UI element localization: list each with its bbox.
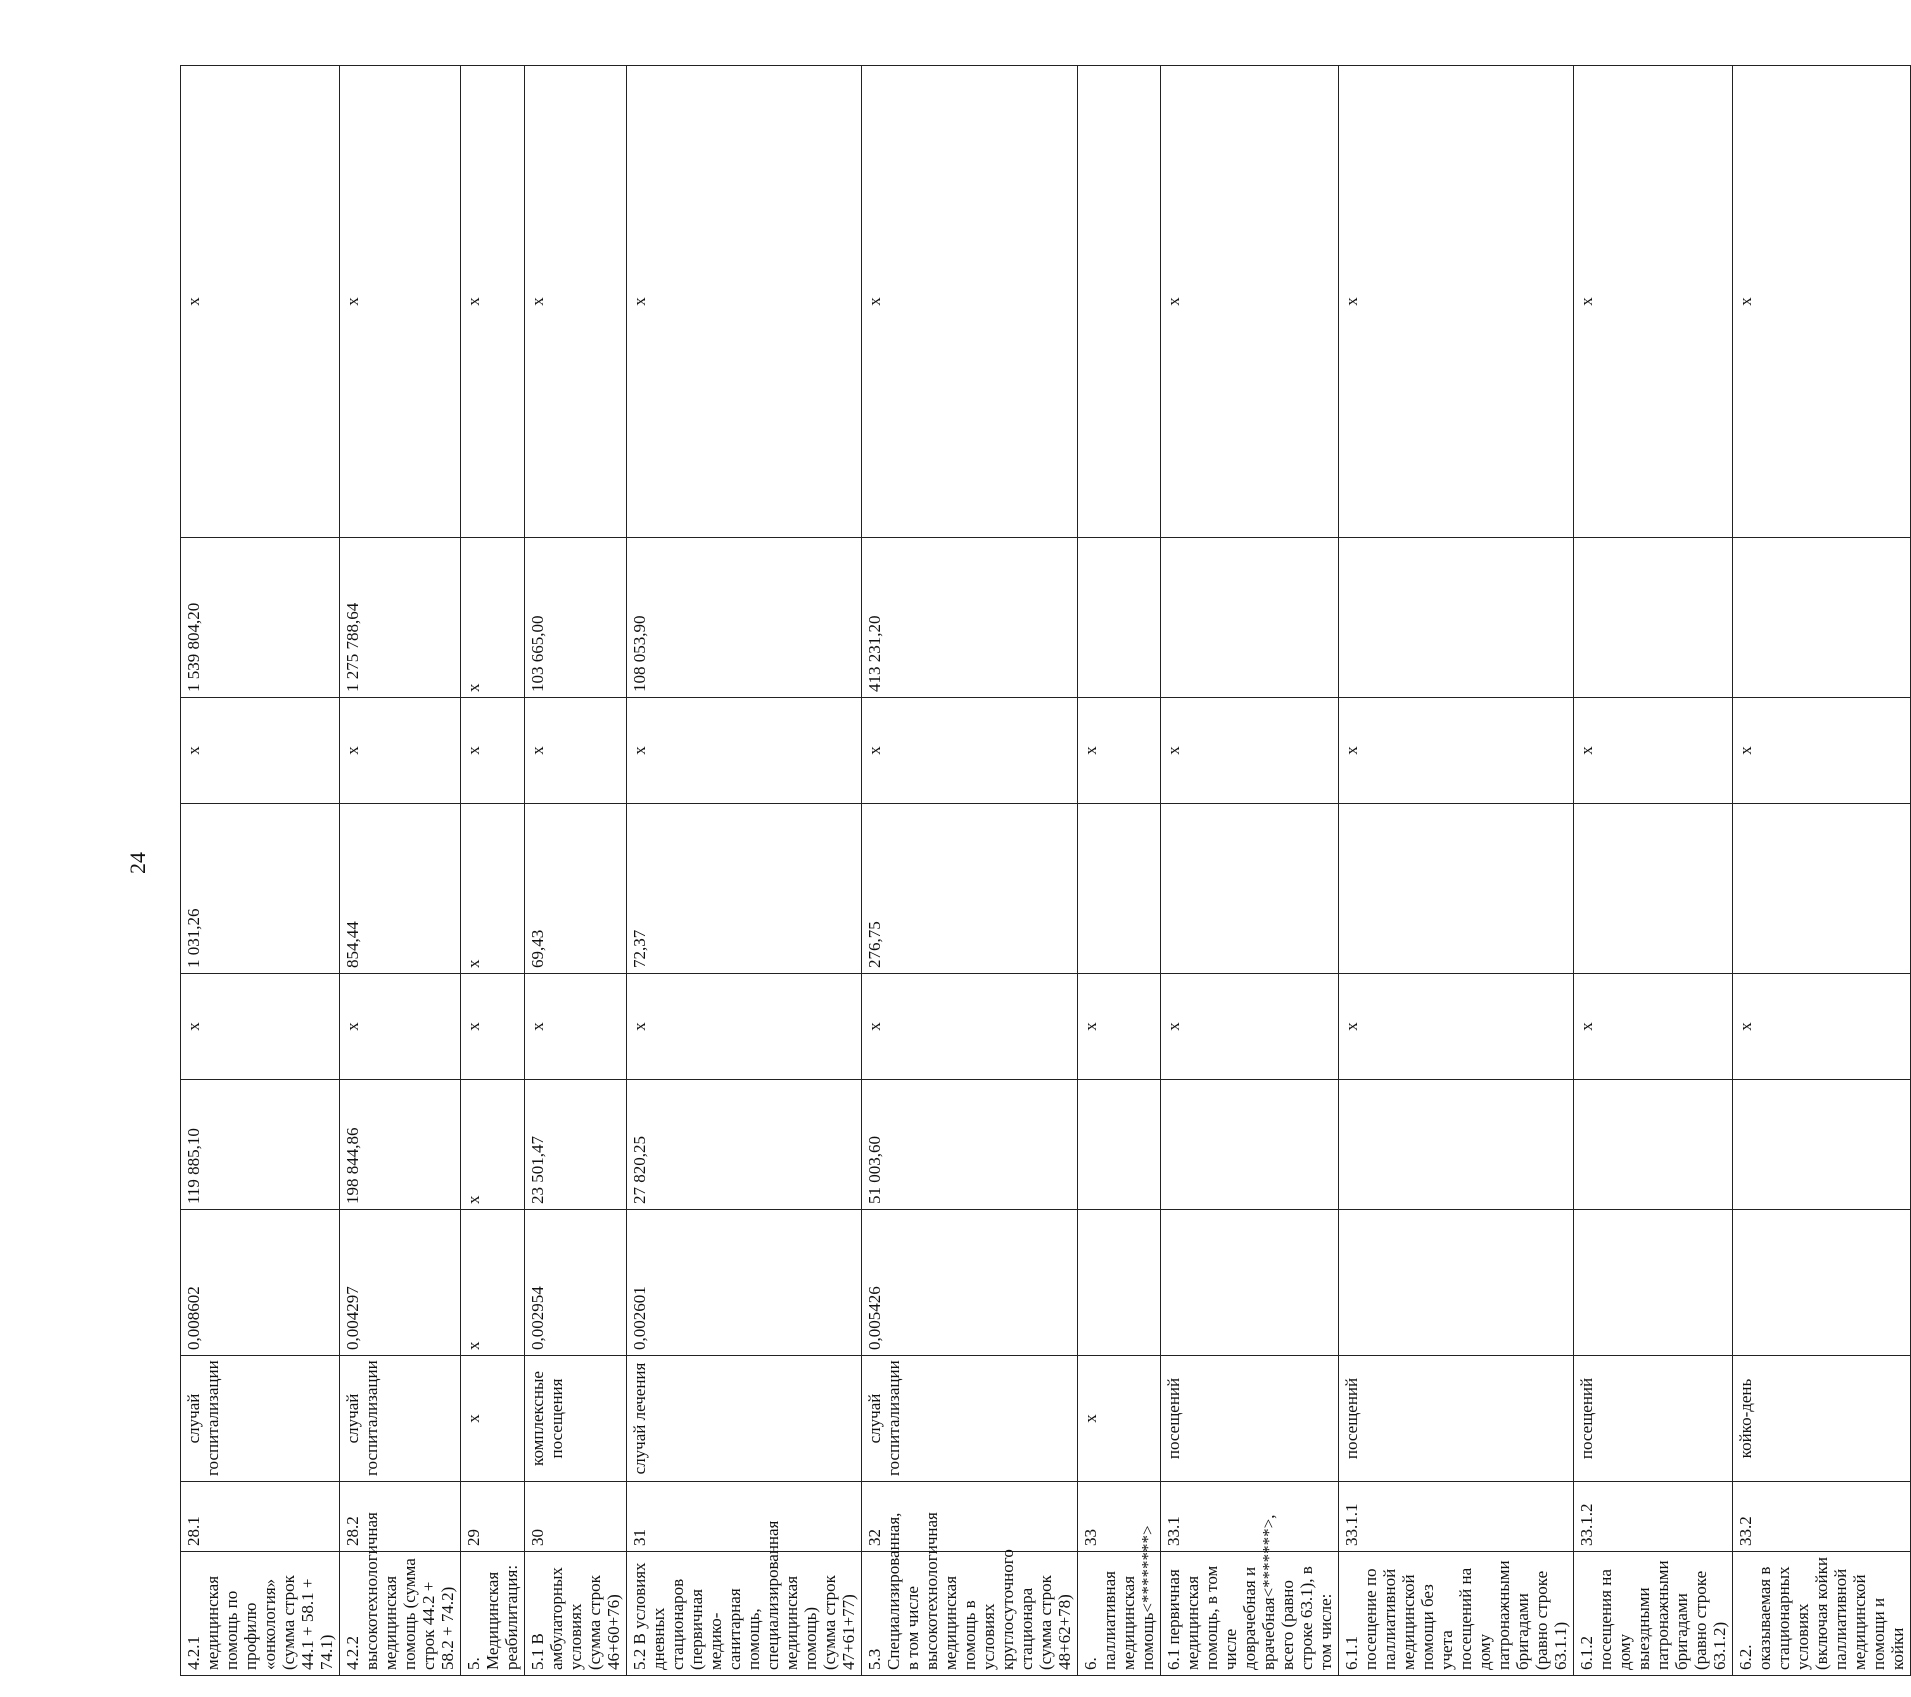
unit-of-measure: случай госпитализации [181, 1356, 340, 1482]
column-10-value: х [1161, 66, 1339, 538]
table-row [525, 66, 627, 1676]
column-10-value: х [862, 66, 1078, 538]
table-row [1339, 66, 1574, 1676]
column-7-value: 276,75 [862, 804, 1078, 974]
table-row [862, 66, 1078, 1676]
column-10-value: х [1574, 66, 1733, 538]
column-10-value [1078, 66, 1161, 538]
table-row [461, 66, 525, 1676]
column-6-value: х [1078, 974, 1161, 1080]
column-7-value [1161, 804, 1339, 974]
unit-of-measure: х [1078, 1356, 1161, 1482]
column-8-value: х [862, 698, 1078, 804]
column-8-value: х [1339, 698, 1574, 804]
line-number: 33.1.2 [1574, 1482, 1733, 1552]
row-name: 5.1 В амбулаторных условиях (сумма строк 46+60+76) [525, 1552, 627, 1676]
column-8-value: х [340, 698, 461, 804]
column-9-value: 1 275 788,64 [340, 538, 461, 698]
row-name: 4.2.1 медицинская помощь по профилю «онкология» (сумма строк 44.1 + 58.1 + 74.1) [181, 1552, 340, 1676]
volume-value [1339, 1210, 1574, 1356]
cost-value [1733, 1080, 1911, 1210]
rotated-table-container [180, 66, 1907, 1676]
table-row [1733, 66, 1911, 1676]
column-9-value: 413 231,20 [862, 538, 1078, 698]
line-number: 31 [627, 1482, 862, 1552]
volume-value: 0,002601 [627, 1210, 862, 1356]
column-9-value [1078, 538, 1161, 698]
column-6-value: х [1161, 974, 1339, 1080]
row-name: 6.1 первичная медицинская помощь, в том числе доврачебная и врачебная<*******>, всего (равно строке 63.1), в том числе: [1161, 1552, 1339, 1676]
line-number: 33.2 [1733, 1482, 1911, 1552]
column-9-value: 108 053,90 [627, 538, 862, 698]
column-10-value: х [1339, 66, 1574, 538]
unit-of-measure: случай госпитализации [340, 1356, 461, 1482]
column-6-value: х [525, 974, 627, 1080]
column-6-value: х [1339, 974, 1574, 1080]
unit-of-measure: койко-день [1733, 1356, 1911, 1482]
cost-value: х [461, 1080, 525, 1210]
line-number: 29 [461, 1482, 525, 1552]
table-row [1161, 66, 1339, 1676]
column-7-value: 1 031,26 [181, 804, 340, 974]
unit-of-measure: случай госпитализации [862, 1356, 1078, 1482]
column-8-value: х [1078, 698, 1161, 804]
volume-value: х [461, 1210, 525, 1356]
table-row [340, 66, 461, 1676]
volume-value: 0,004297 [340, 1210, 461, 1356]
column-8-value: х [627, 698, 862, 804]
column-8-value: х [1574, 698, 1733, 804]
column-9-value: 103 665,00 [525, 538, 627, 698]
volume-value: 0,002954 [525, 1210, 627, 1356]
cost-value [1078, 1080, 1161, 1210]
column-10-value: х [525, 66, 627, 538]
row-name: 6. паллиативная медицинская помощь<********> [1078, 1552, 1161, 1676]
column-7-value [1339, 804, 1574, 974]
column-9-value [1733, 538, 1911, 698]
row-name: 6.2. оказываемая в стационарных условиях (включая койки паллиативной медицинской помощи и койки [1733, 1552, 1911, 1676]
cost-value [1161, 1080, 1339, 1210]
column-8-value: х [1161, 698, 1339, 804]
volume-value: 0,005426 [862, 1210, 1078, 1356]
row-name: 4.2.2 высокотехнологичная медицинская помощь (сумма строк 44.2 + 58.2 + 74.2) [340, 1552, 461, 1676]
unit-of-measure: посещений [1161, 1356, 1339, 1482]
volume-value [1161, 1210, 1339, 1356]
column-6-value: х [181, 974, 340, 1080]
column-9-value [1574, 538, 1733, 698]
column-10-value: х [1733, 66, 1911, 538]
column-8-value: х [1733, 698, 1911, 804]
column-10-value: х [627, 66, 862, 538]
volume-value [1574, 1210, 1733, 1356]
unit-of-measure: комплексные посещения [525, 1356, 627, 1482]
unit-of-measure: случай лечения [627, 1356, 862, 1482]
table-row [1078, 66, 1161, 1676]
cost-value: 51 003,60 [862, 1080, 1078, 1210]
column-10-value: х [340, 66, 461, 538]
row-name: 5.2 В условиях дневных стационаров (первичная медико-санитарная помощь, специализированная медицинская помощь) (сумма строк 47+61+77) [627, 1552, 862, 1676]
cost-value: 198 844,86 [340, 1080, 461, 1210]
line-number: 28.1 [181, 1482, 340, 1552]
volume-value [1733, 1210, 1911, 1356]
volume-value [1078, 1210, 1161, 1356]
cost-value: 27 820,25 [627, 1080, 862, 1210]
column-7-value [1574, 804, 1733, 974]
column-8-value: х [181, 698, 340, 804]
column-9-value: х [461, 538, 525, 698]
row-name: 5. Медицинская реабилитация: [461, 1552, 525, 1676]
column-7-value: 72,37 [627, 804, 862, 974]
column-6-value: х [1574, 974, 1733, 1080]
line-number: 32 [862, 1482, 1078, 1552]
column-9-value [1339, 538, 1574, 698]
table-body [181, 66, 1911, 1676]
row-name: 6.1.1 посещение по паллиативной медицинской помощи без учета посещений на дому патронажными бригадами (равно строке 63.1.1) [1339, 1552, 1574, 1676]
column-8-value: х [461, 698, 525, 804]
line-number: 33 [1078, 1482, 1161, 1552]
table-row [1574, 66, 1733, 1676]
column-6-value: х [862, 974, 1078, 1080]
column-10-value: х [181, 66, 340, 538]
volume-value: 0,008602 [181, 1210, 340, 1356]
unit-of-measure: х [461, 1356, 525, 1482]
financing-table [180, 65, 1911, 1676]
column-6-value: х [627, 974, 862, 1080]
column-7-value: х [461, 804, 525, 974]
column-8-value: х [525, 698, 627, 804]
row-name: 6.1.2 посещения на дому выездными патронажными бригадами (равно строке 63.1.2) [1574, 1552, 1733, 1676]
cost-value: 119 885,10 [181, 1080, 340, 1210]
row-name: 5.3 Специализированная, в том числе высокотехнологичная медицинская помощь в условиях круглосуточного стационара (сумма строк 48+62+78) [862, 1552, 1078, 1676]
column-9-value [1161, 538, 1339, 698]
table-row [627, 66, 862, 1676]
column-6-value: х [461, 974, 525, 1080]
cost-value: 23 501,47 [525, 1080, 627, 1210]
cost-value [1339, 1080, 1574, 1210]
column-6-value: х [340, 974, 461, 1080]
line-number: 33.1 [1161, 1482, 1339, 1552]
line-number: 30 [525, 1482, 627, 1552]
table-row [181, 66, 340, 1676]
column-10-value: х [461, 66, 525, 538]
line-number: 28.2 [340, 1482, 461, 1552]
column-7-value [1733, 804, 1911, 974]
column-7-value [1078, 804, 1161, 974]
page-number: 24 [125, 852, 150, 874]
line-number: 33.1.1 [1339, 1482, 1574, 1552]
column-7-value: 69,43 [525, 804, 627, 974]
column-6-value: х [1733, 974, 1911, 1080]
column-7-value: 854,44 [340, 804, 461, 974]
column-9-value: 1 539 804,20 [181, 538, 340, 698]
unit-of-measure: посещений [1339, 1356, 1574, 1482]
unit-of-measure: посещений [1574, 1356, 1733, 1482]
cost-value [1574, 1080, 1733, 1210]
